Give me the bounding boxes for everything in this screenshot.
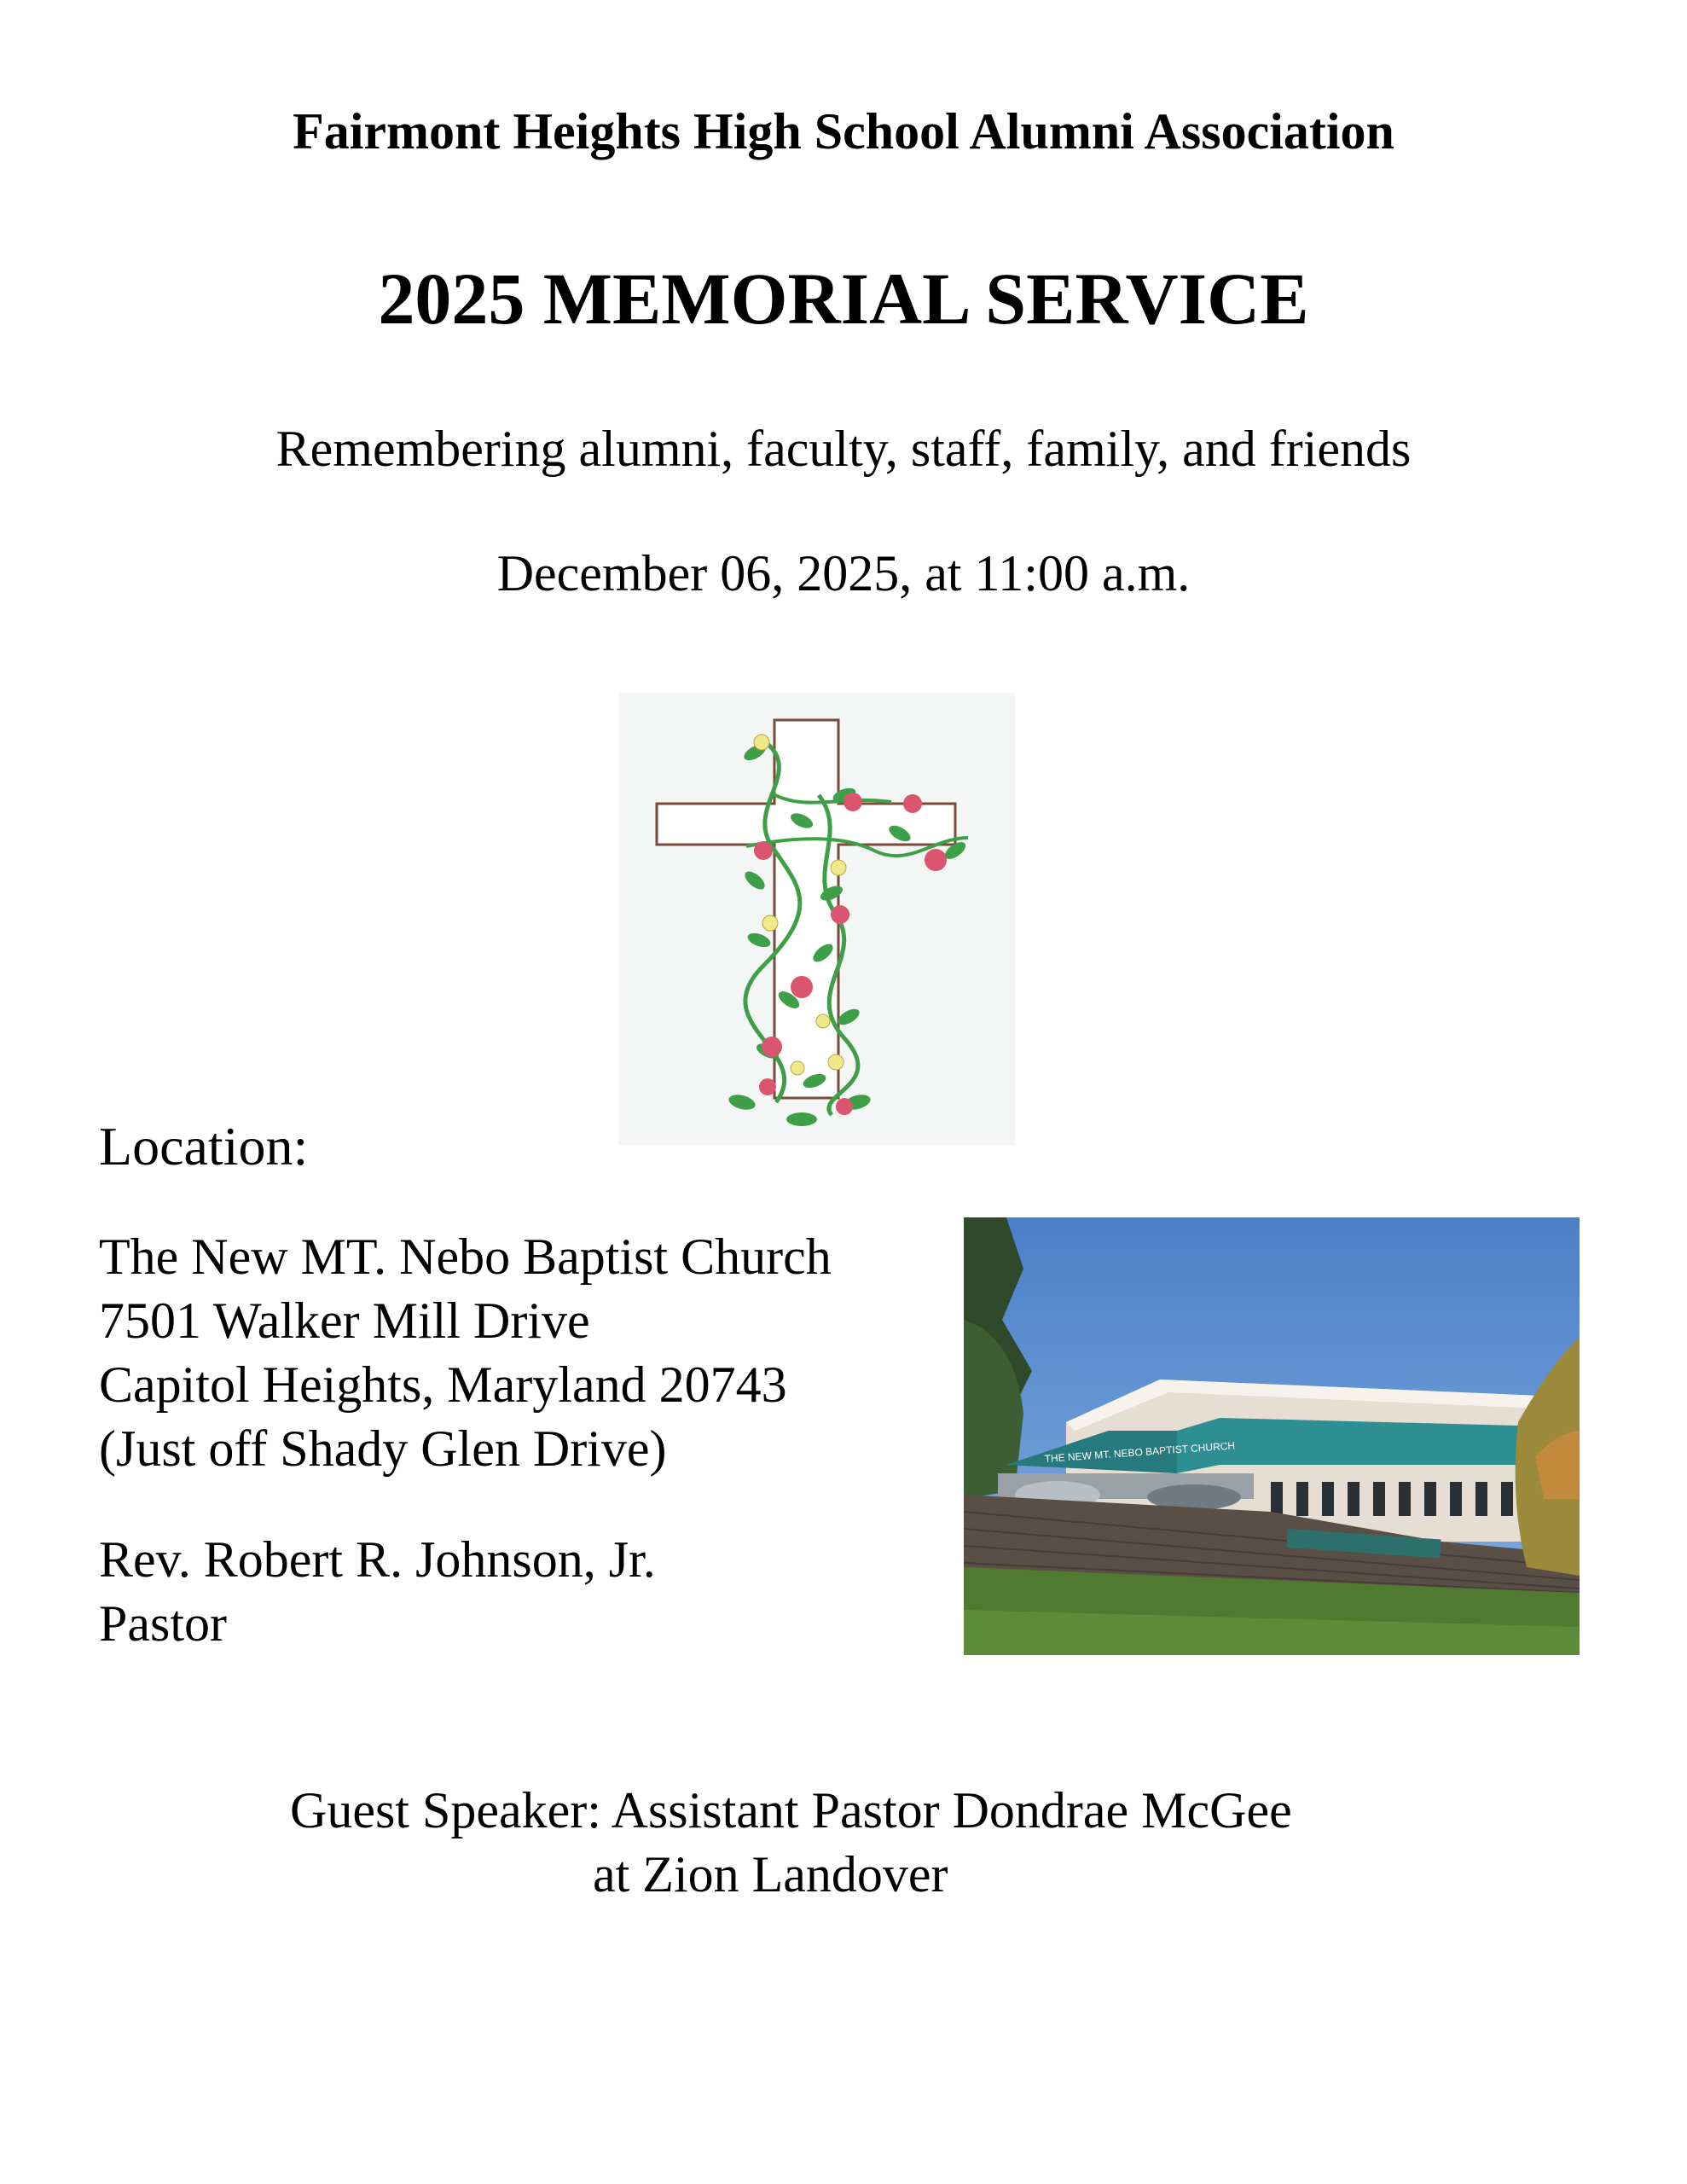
floral-cross-image: [618, 693, 1015, 1145]
city-state-zip: Capitol Heights, Maryland 20743: [99, 1356, 787, 1413]
guest-speaker: Guest Speaker: Assistant Pastor Dondrae McGee: [290, 1782, 1292, 1838]
church-photo: [964, 1217, 1580, 1655]
cross-icon: [618, 693, 1015, 1145]
directions-note: (Just off Shady Glen Drive): [99, 1420, 667, 1477]
service-datetime: December 06, 2025, at 11:00 a.m.: [496, 545, 1191, 601]
church-name: The New MT. Nebo Baptist Church: [99, 1228, 832, 1285]
subtitle: Remembering alumni, faculty, staff, family, and friends: [275, 421, 1412, 477]
organization-name: Fairmont Heights High School Alumni Association: [293, 103, 1394, 160]
page-title: 2025 MEMORIAL SERVICE: [378, 258, 1309, 340]
guest-speaker-church: at Zion Landover: [593, 1846, 948, 1902]
church-building-icon: [964, 1217, 1580, 1655]
street-address: 7501 Walker Mill Drive: [99, 1292, 590, 1349]
pastor-block: [99, 1528, 656, 1656]
church-address: [99, 1225, 832, 1481]
pastor-role: Pastor: [99, 1595, 227, 1652]
church-sign-text: THE NEW MT. NEBO BAPTIST CHURCH: [1044, 1439, 1236, 1465]
pastor-name: Rev. Robert R. Johnson, Jr.: [99, 1531, 656, 1588]
location-label: Location:: [99, 1116, 309, 1176]
